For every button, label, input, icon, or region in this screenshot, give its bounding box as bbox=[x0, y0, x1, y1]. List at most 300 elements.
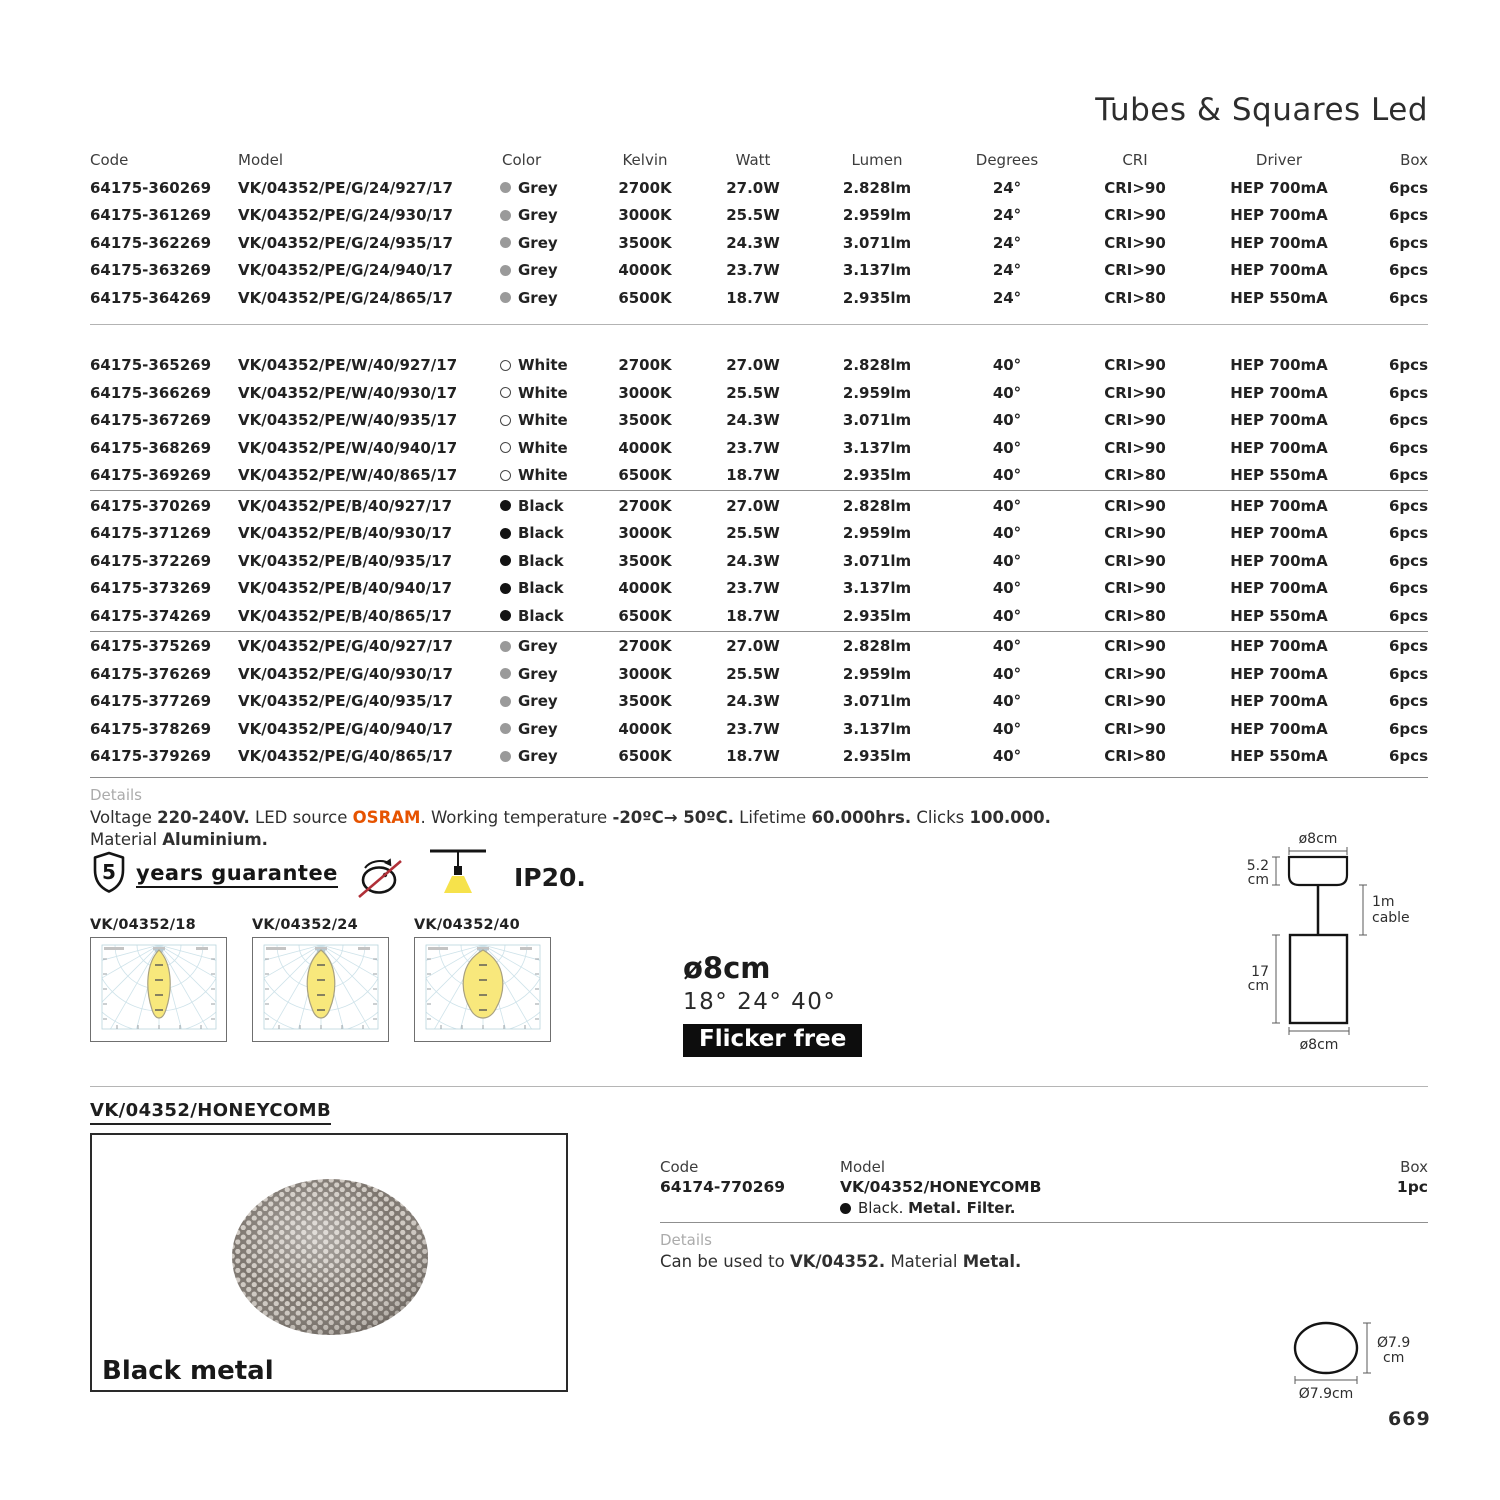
color-label: Grey bbox=[518, 664, 558, 683]
table-header-row bbox=[90, 146, 1428, 174]
grey-dot-icon bbox=[500, 182, 511, 193]
cell-model: VK/04352/PE/W/40/865/17 bbox=[238, 466, 458, 485]
cell-box: 6pcs bbox=[1389, 466, 1428, 485]
cell-driver: HEP 700mA bbox=[1230, 233, 1328, 252]
cell-model: VK/04352/PE/B/40/865/17 bbox=[238, 606, 453, 625]
cell-kelvin: 3000K bbox=[618, 664, 672, 683]
dim-canopy-unit: cm bbox=[1247, 872, 1269, 888]
color-label: White bbox=[518, 466, 568, 485]
cell-cri: CRI>90 bbox=[1104, 692, 1166, 711]
cell-cri: CRI>90 bbox=[1104, 719, 1166, 738]
circle-dimension-drawing bbox=[1278, 1312, 1443, 1407]
cell-watt: 23.7W bbox=[726, 438, 780, 457]
header-code: Code bbox=[90, 151, 129, 169]
cell-kelvin: 2700K bbox=[618, 637, 672, 656]
diagram-label: VK/04352/18 bbox=[90, 917, 196, 933]
cell-lumen: 3.137lm bbox=[842, 261, 912, 280]
cell-cri: CRI>80 bbox=[1104, 466, 1166, 485]
cell-degrees: 24° bbox=[992, 288, 1022, 307]
cell-cri: CRI>90 bbox=[1104, 664, 1166, 683]
cell-cri: CRI>90 bbox=[1104, 206, 1166, 225]
cell-driver: HEP 700mA bbox=[1230, 438, 1328, 457]
hc-code-label: Code bbox=[660, 1158, 699, 1176]
cell-color bbox=[500, 234, 595, 252]
page-title: Tubes & Squares Led bbox=[1095, 92, 1428, 128]
cell-driver: HEP 550mA bbox=[1230, 747, 1328, 766]
cell-lumen: 2.828lm bbox=[842, 356, 912, 375]
cell-code: 64175-364269 bbox=[90, 288, 212, 307]
cell-model: VK/04352/PE/G/40/927/17 bbox=[238, 637, 453, 656]
table-row bbox=[90, 202, 1428, 230]
cell-degrees: 40° bbox=[992, 606, 1022, 625]
cell-watt: 24.3W bbox=[726, 692, 780, 711]
cell-lumen: 2.935lm bbox=[842, 606, 912, 625]
hc-model-value: VK/04352/HONEYCOMB bbox=[840, 1178, 1042, 1196]
cell-cri: CRI>90 bbox=[1104, 178, 1166, 197]
color-label: Black bbox=[518, 496, 564, 515]
header-kelvin: Kelvin bbox=[622, 151, 668, 169]
dim-cable-length: 1m bbox=[1372, 894, 1395, 910]
photometric-plot bbox=[414, 937, 551, 1042]
details-label: Details bbox=[90, 786, 143, 804]
table-row bbox=[90, 743, 1428, 771]
cell-color bbox=[500, 692, 595, 710]
cell-code: 64175-361269 bbox=[90, 206, 212, 225]
black-dot-icon bbox=[500, 528, 511, 539]
cell-code: 64175-376269 bbox=[90, 664, 212, 683]
group-divider bbox=[90, 490, 1428, 491]
cell-kelvin: 2700K bbox=[618, 496, 672, 515]
cell-kelvin: 6500K bbox=[618, 288, 672, 307]
black-dot-icon bbox=[500, 583, 511, 594]
cell-watt: 24.3W bbox=[726, 411, 780, 430]
header-driver: Driver bbox=[1255, 151, 1303, 169]
cell-kelvin: 6500K bbox=[618, 466, 672, 485]
cell-watt: 23.7W bbox=[726, 719, 780, 738]
header-watt: Watt bbox=[735, 151, 771, 169]
honeycomb-photo-frame bbox=[90, 1133, 568, 1392]
dim-canopy-height: 5.2 bbox=[1246, 858, 1269, 874]
cell-lumen: 3.071lm bbox=[842, 233, 912, 252]
cell-code: 64175-360269 bbox=[90, 178, 212, 197]
grey-dot-icon bbox=[500, 696, 511, 707]
optics-summary bbox=[683, 951, 862, 1057]
guarantee-row bbox=[90, 848, 710, 902]
cell-code: 64175-374269 bbox=[90, 606, 212, 625]
cell-driver: HEP 700mA bbox=[1230, 383, 1328, 402]
color-label: Grey bbox=[518, 692, 558, 711]
color-label: Grey bbox=[518, 178, 558, 197]
cell-color bbox=[500, 289, 595, 307]
cell-driver: HEP 700mA bbox=[1230, 692, 1328, 711]
dim-bottom-diameter: ø8cm bbox=[1299, 1037, 1339, 1053]
section-divider bbox=[90, 1086, 1428, 1087]
cell-code: 64175-371269 bbox=[90, 524, 212, 543]
cell-driver: HEP 700mA bbox=[1230, 496, 1328, 515]
hc-divider bbox=[660, 1222, 1428, 1223]
honeycomb-mesh-image bbox=[92, 1135, 562, 1386]
cell-lumen: 2.959lm bbox=[842, 664, 912, 683]
cell-kelvin: 6500K bbox=[618, 747, 672, 766]
cell-kelvin: 3500K bbox=[618, 411, 672, 430]
cell-watt: 18.7W bbox=[726, 747, 780, 766]
table-row bbox=[90, 284, 1428, 312]
cell-lumen: 2.935lm bbox=[842, 747, 912, 766]
color-label: Grey bbox=[518, 261, 558, 280]
cell-driver: HEP 700mA bbox=[1230, 356, 1328, 375]
dim-circle-dia-1: Ø7.9 bbox=[1377, 1335, 1411, 1351]
group-divider bbox=[90, 631, 1428, 632]
cell-color bbox=[500, 720, 595, 738]
cell-degrees: 40° bbox=[992, 411, 1022, 430]
cell-degrees: 40° bbox=[992, 719, 1022, 738]
diagram-label: VK/04352/24 bbox=[252, 917, 358, 933]
cell-lumen: 2.828lm bbox=[842, 637, 912, 656]
cell-box: 6pcs bbox=[1389, 233, 1428, 252]
cell-watt: 27.0W bbox=[726, 496, 780, 515]
color-label: Grey bbox=[518, 719, 558, 738]
cell-box: 6pcs bbox=[1389, 747, 1428, 766]
cell-lumen: 3.071lm bbox=[842, 411, 912, 430]
cell-kelvin: 6500K bbox=[618, 606, 672, 625]
cell-cri: CRI>90 bbox=[1104, 579, 1166, 598]
cell-color bbox=[500, 261, 595, 279]
page-number: 669 bbox=[1388, 1408, 1431, 1430]
cell-degrees: 40° bbox=[992, 637, 1022, 656]
cell-model: VK/04352/PE/W/40/930/17 bbox=[238, 383, 458, 402]
cell-model: VK/04352/PE/G/24/935/17 bbox=[238, 233, 453, 252]
cell-lumen: 2.828lm bbox=[842, 178, 912, 197]
table-row bbox=[90, 660, 1428, 688]
white-dot-icon bbox=[500, 415, 511, 426]
color-label: Black bbox=[518, 579, 564, 598]
cell-model: VK/04352/PE/B/40/940/17 bbox=[238, 579, 453, 598]
grey-dot-icon bbox=[500, 210, 511, 221]
cell-model: VK/04352/PE/G/24/865/17 bbox=[238, 288, 453, 307]
hc-code-value: 64174-770269 bbox=[660, 1178, 786, 1196]
dim-body-unit: cm bbox=[1247, 978, 1269, 994]
table-row bbox=[90, 492, 1428, 520]
cell-box: 6pcs bbox=[1389, 524, 1428, 543]
header-degrees: Degrees bbox=[975, 151, 1039, 169]
cell-color bbox=[500, 579, 595, 597]
diameter-text: ø8cm bbox=[683, 951, 771, 985]
white-dot-icon bbox=[500, 387, 511, 398]
cell-lumen: 2.828lm bbox=[842, 496, 912, 515]
cell-model: VK/04352/PE/B/40/930/17 bbox=[238, 524, 453, 543]
cell-watt: 27.0W bbox=[726, 356, 780, 375]
cell-watt: 23.7W bbox=[726, 261, 780, 280]
color-label: White bbox=[518, 356, 568, 375]
honeycomb-info bbox=[660, 1158, 1428, 1271]
cell-kelvin: 4000K bbox=[618, 261, 672, 280]
cell-kelvin: 4000K bbox=[618, 579, 672, 598]
cell-cri: CRI>80 bbox=[1104, 288, 1166, 307]
cell-driver: HEP 550mA bbox=[1230, 466, 1328, 485]
cell-degrees: 40° bbox=[992, 692, 1022, 711]
cell-degrees: 24° bbox=[992, 233, 1022, 252]
cell-driver: HEP 700mA bbox=[1230, 551, 1328, 570]
table-row bbox=[90, 407, 1428, 435]
cell-code: 64175-362269 bbox=[90, 233, 212, 252]
black-dot-icon bbox=[500, 610, 511, 621]
cell-color bbox=[500, 665, 595, 683]
table-row bbox=[90, 352, 1428, 380]
cell-degrees: 40° bbox=[992, 466, 1022, 485]
table-row bbox=[90, 462, 1428, 490]
cell-color bbox=[500, 747, 595, 765]
table-row bbox=[90, 174, 1428, 202]
cell-degrees: 40° bbox=[992, 524, 1022, 543]
cell-model: VK/04352/PE/G/24/927/17 bbox=[238, 178, 453, 197]
cell-watt: 27.0W bbox=[726, 637, 780, 656]
cell-code: 64175-377269 bbox=[90, 692, 212, 711]
table-row bbox=[90, 633, 1428, 661]
header-cri: CRI bbox=[1122, 151, 1148, 169]
cell-code: 64175-369269 bbox=[90, 466, 212, 485]
products-table bbox=[90, 146, 1428, 779]
cell-color bbox=[500, 439, 595, 457]
color-label: Black bbox=[518, 606, 564, 625]
cell-watt: 25.5W bbox=[726, 664, 780, 683]
cell-kelvin: 3000K bbox=[618, 206, 672, 225]
table-row bbox=[90, 379, 1428, 407]
cell-lumen: 3.071lm bbox=[842, 551, 912, 570]
cell-box: 6pcs bbox=[1389, 178, 1428, 197]
no-dimmer-icon bbox=[356, 850, 404, 900]
cell-lumen: 2.959lm bbox=[842, 206, 912, 225]
cell-driver: HEP 700mA bbox=[1230, 637, 1328, 656]
cell-cri: CRI>90 bbox=[1104, 637, 1166, 656]
color-label: Grey bbox=[518, 747, 558, 766]
cell-degrees: 40° bbox=[992, 664, 1022, 683]
cell-model: VK/04352/PE/B/40/927/17 bbox=[238, 496, 453, 515]
dim-cable-label: cable bbox=[1372, 910, 1410, 926]
cell-box: 6pcs bbox=[1389, 206, 1428, 225]
cell-kelvin: 3500K bbox=[618, 233, 672, 252]
table-row bbox=[90, 575, 1428, 603]
cell-kelvin: 2700K bbox=[618, 178, 672, 197]
cell-model: VK/04352/PE/G/24/940/17 bbox=[238, 261, 453, 280]
cell-box: 6pcs bbox=[1389, 438, 1428, 457]
cell-kelvin: 3500K bbox=[618, 692, 672, 711]
photometric-plot bbox=[252, 937, 389, 1042]
cell-degrees: 40° bbox=[992, 579, 1022, 598]
hc-model-desc: Black. Metal. Filter. bbox=[840, 1199, 1041, 1217]
cell-code: 64175-378269 bbox=[90, 719, 212, 738]
color-label: White bbox=[518, 383, 568, 402]
cell-model: VK/04352/PE/G/40/935/17 bbox=[238, 692, 453, 711]
cell-lumen: 3.137lm bbox=[842, 579, 912, 598]
cell-driver: HEP 700mA bbox=[1230, 411, 1328, 430]
cell-code: 64175-373269 bbox=[90, 579, 212, 598]
cell-color bbox=[500, 384, 595, 402]
cell-degrees: 24° bbox=[992, 261, 1022, 280]
grey-dot-icon bbox=[500, 292, 511, 303]
ip-rating: IP20. bbox=[514, 863, 586, 892]
color-label: Grey bbox=[518, 288, 558, 307]
header-model: Model bbox=[238, 151, 284, 169]
cell-lumen: 3.071lm bbox=[842, 692, 912, 711]
black-dot-icon bbox=[500, 500, 511, 511]
hc-model-label: Model bbox=[840, 1158, 886, 1176]
cell-kelvin: 2700K bbox=[618, 356, 672, 375]
table-row bbox=[90, 520, 1428, 548]
cell-color bbox=[500, 607, 595, 625]
dim-circle-unit: cm bbox=[1383, 1350, 1405, 1366]
details-block bbox=[90, 786, 1100, 851]
group-divider bbox=[90, 777, 1428, 778]
color-label: Black bbox=[518, 551, 564, 570]
cell-color bbox=[500, 206, 595, 224]
cell-cri: CRI>80 bbox=[1104, 606, 1166, 625]
cell-box: 6pcs bbox=[1389, 496, 1428, 515]
dim-body-height: 17 bbox=[1251, 964, 1269, 980]
hc-details-label: Details bbox=[660, 1231, 713, 1249]
photometric-diagram bbox=[252, 917, 389, 1046]
cell-model: VK/04352/PE/G/40/940/17 bbox=[238, 719, 453, 738]
white-dot-icon bbox=[500, 470, 511, 481]
cell-code: 64175-370269 bbox=[90, 496, 212, 515]
cell-box: 6pcs bbox=[1389, 551, 1428, 570]
grey-dot-icon bbox=[500, 723, 511, 734]
cell-model: VK/04352/PE/W/40/927/17 bbox=[238, 356, 458, 375]
cell-cri: CRI>90 bbox=[1104, 551, 1166, 570]
hc-box-label: Box bbox=[1400, 1158, 1428, 1176]
cell-lumen: 2.935lm bbox=[842, 288, 912, 307]
cell-watt: 25.5W bbox=[726, 206, 780, 225]
cell-code: 64175-372269 bbox=[90, 551, 212, 570]
cell-box: 6pcs bbox=[1389, 356, 1428, 375]
cell-driver: HEP 550mA bbox=[1230, 606, 1328, 625]
cell-model: VK/04352/PE/G/24/930/17 bbox=[238, 206, 453, 225]
white-dot-icon bbox=[500, 442, 511, 453]
cell-model: VK/04352/PE/W/40/940/17 bbox=[238, 438, 458, 457]
cell-cri: CRI>90 bbox=[1104, 233, 1166, 252]
cell-driver: HEP 550mA bbox=[1230, 288, 1328, 307]
cell-watt: 23.7W bbox=[726, 579, 780, 598]
cell-watt: 25.5W bbox=[726, 383, 780, 402]
cell-driver: HEP 700mA bbox=[1230, 579, 1328, 598]
header-lumen: Lumen bbox=[851, 151, 903, 169]
cell-degrees: 40° bbox=[992, 496, 1022, 515]
cell-code: 64175-366269 bbox=[90, 383, 212, 402]
cell-box: 6pcs bbox=[1389, 288, 1428, 307]
group-divider bbox=[90, 324, 1428, 325]
photometric-diagrams bbox=[90, 917, 551, 1046]
pendant-lamp-icon bbox=[430, 848, 486, 894]
flicker-free-badge: Flicker free bbox=[683, 1024, 862, 1057]
details-line-2: Material Aluminium. bbox=[90, 830, 268, 849]
cell-code: 64175-367269 bbox=[90, 411, 212, 430]
table-row bbox=[90, 434, 1428, 462]
grey-dot-icon bbox=[500, 641, 511, 652]
cell-color bbox=[500, 637, 595, 655]
table-row bbox=[90, 715, 1428, 743]
table-row bbox=[90, 229, 1428, 257]
cell-lumen: 2.959lm bbox=[842, 524, 912, 543]
cell-watt: 27.0W bbox=[726, 178, 780, 197]
pendant-dimension-drawing bbox=[1232, 818, 1442, 1058]
cell-box: 6pcs bbox=[1389, 637, 1428, 656]
cell-box: 6pcs bbox=[1389, 261, 1428, 280]
cell-watt: 24.3W bbox=[726, 233, 780, 252]
cell-model: VK/04352/PE/B/40/935/17 bbox=[238, 551, 453, 570]
cell-kelvin: 3500K bbox=[618, 551, 672, 570]
cell-cri: CRI>90 bbox=[1104, 383, 1166, 402]
cell-code: 64175-363269 bbox=[90, 261, 212, 280]
cell-color bbox=[500, 497, 595, 515]
table-row bbox=[90, 602, 1428, 630]
shield-guarantee-icon bbox=[90, 851, 128, 893]
cell-code: 64175-375269 bbox=[90, 637, 212, 656]
cell-model: VK/04352/PE/G/40/930/17 bbox=[238, 664, 453, 683]
grey-dot-icon bbox=[500, 265, 511, 276]
cell-driver: HEP 700mA bbox=[1230, 178, 1328, 197]
black-dot-icon bbox=[840, 1203, 851, 1214]
details-line-1: Voltage 220-240V. LED source OSRAM. Working temperature -20ºC→ 50ºC. Lifetime 60.000hrs. Clicks 100.000. bbox=[90, 808, 1051, 827]
cell-driver: HEP 700mA bbox=[1230, 206, 1328, 225]
header-color: Color bbox=[502, 151, 542, 169]
guarantee-label: years guarantee bbox=[136, 861, 338, 888]
guarantee-years: 5 bbox=[102, 860, 116, 884]
cell-watt: 25.5W bbox=[726, 524, 780, 543]
grey-dot-icon bbox=[500, 668, 511, 679]
color-label: White bbox=[518, 438, 568, 457]
cell-lumen: 3.137lm bbox=[842, 438, 912, 457]
cell-box: 6pcs bbox=[1389, 411, 1428, 430]
white-dot-icon bbox=[500, 360, 511, 371]
photo-caption: Black metal bbox=[102, 1356, 274, 1386]
cell-kelvin: 3000K bbox=[618, 524, 672, 543]
cell-color bbox=[500, 552, 595, 570]
cell-watt: 18.7W bbox=[726, 466, 780, 485]
color-label: Grey bbox=[518, 637, 558, 656]
cell-cri: CRI>80 bbox=[1104, 747, 1166, 766]
cell-watt: 24.3W bbox=[726, 551, 780, 570]
cell-kelvin: 3000K bbox=[618, 383, 672, 402]
cell-degrees: 40° bbox=[992, 438, 1022, 457]
cell-code: 64175-365269 bbox=[90, 356, 212, 375]
photometric-diagram bbox=[414, 917, 551, 1046]
beam-angles-text: 18° 24° 40° bbox=[683, 989, 837, 1015]
table-row bbox=[90, 547, 1428, 575]
cell-degrees: 24° bbox=[992, 206, 1022, 225]
cell-lumen: 3.137lm bbox=[842, 719, 912, 738]
cell-model: VK/04352/PE/G/40/865/17 bbox=[238, 747, 453, 766]
dim-top-diameter: ø8cm bbox=[1298, 831, 1338, 847]
cell-cri: CRI>90 bbox=[1104, 356, 1166, 375]
cell-watt: 18.7W bbox=[726, 606, 780, 625]
header-box: Box bbox=[1400, 151, 1428, 169]
honeycomb-heading: VK/04352/HONEYCOMB bbox=[90, 1100, 331, 1125]
cell-cri: CRI>90 bbox=[1104, 411, 1166, 430]
dim-circle-dia-2: Ø7.9cm bbox=[1298, 1386, 1354, 1402]
cell-cri: CRI>90 bbox=[1104, 496, 1166, 515]
cell-kelvin: 4000K bbox=[618, 438, 672, 457]
photometric-plot bbox=[90, 937, 227, 1042]
black-dot-icon bbox=[500, 555, 511, 566]
cell-cri: CRI>90 bbox=[1104, 261, 1166, 280]
cell-box: 6pcs bbox=[1389, 719, 1428, 738]
hc-details-text: Can be used to VK/04352. Material Metal. bbox=[660, 1252, 1022, 1271]
grey-dot-icon bbox=[500, 237, 511, 248]
cell-box: 6pcs bbox=[1389, 383, 1428, 402]
cell-degrees: 40° bbox=[992, 356, 1022, 375]
cell-box: 6pcs bbox=[1389, 664, 1428, 683]
color-label: White bbox=[518, 411, 568, 430]
cell-lumen: 2.959lm bbox=[842, 383, 912, 402]
